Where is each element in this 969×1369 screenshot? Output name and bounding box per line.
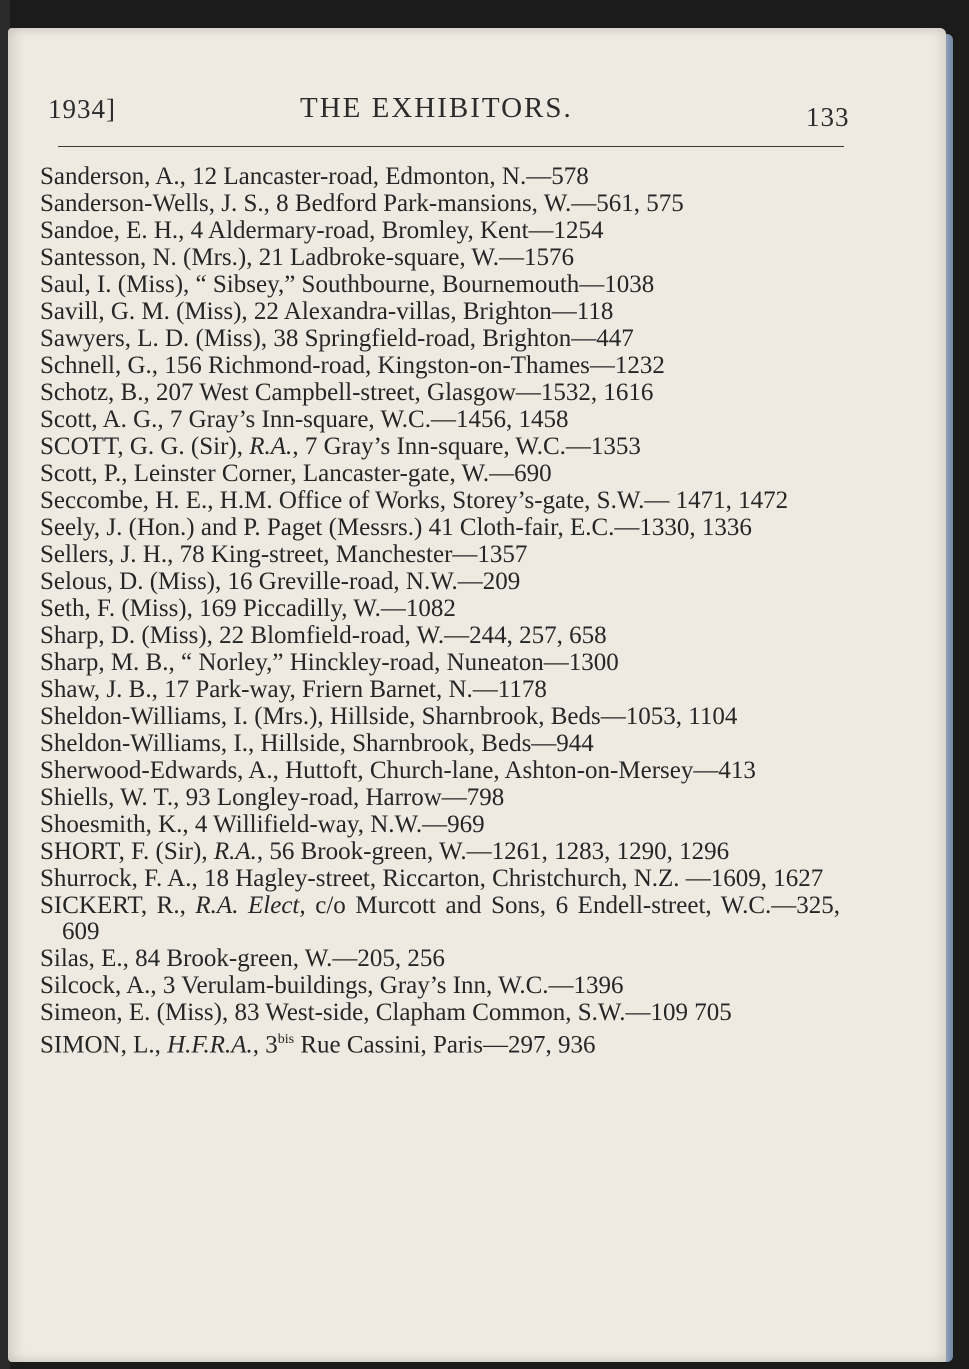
list-item: SHORT, F. (Sir), R.A., 56 Brook-green, W.—1261, 1283, 1290, 1296 (40, 838, 730, 865)
list-item: Schotz, B., 207 West Campbell-street, Glasgow—1532, 1616 (40, 379, 654, 406)
list-item: Sellers, J. H., 78 King-street, Manchester—1357 (40, 541, 528, 568)
list-item: Sanderson, A., 12 Lancaster-road, Edmonton, N.—578 (40, 163, 589, 190)
list-item: Shiells, W. T., 93 Longley-road, Harrow—798 (40, 784, 505, 811)
list-item: Seely, J. (Hon.) and P. Paget (Messrs.) 41 Cloth-fair, E.C.—1330, 1336 (40, 514, 752, 541)
list-item: Sharp, D. (Miss), 22 Blomfield-road, W.—244, 257, 658 (40, 622, 607, 649)
list-item: Shaw, J. B., 17 Park-way, Friern Barnet, N.—1178 (40, 676, 547, 703)
list-item: SICKERT, R., R.A. Elect, c/o Murcott and Sons, 6 Endell-street, W.C.—325, 609 (40, 892, 840, 945)
list-item: Selous, D. (Miss), 16 Greville-road, N.W.—209 (40, 568, 521, 595)
list-item: Seccombe, H. E., H.M. Office of Works, Storey’s-gate, S.W.— 1471, 1472 (40, 487, 789, 514)
list-item: Schnell, G., 156 Richmond-road, Kingston-on-Thames—1232 (40, 352, 665, 379)
list-item: Sanderson-Wells, J. S., 8 Bedford Park-mansions, W.—561, 575 (40, 190, 684, 217)
list-item: Silas, E., 84 Brook-green, W.—205, 256 (40, 945, 445, 972)
list-item: Sheldon-Williams, I., Hillside, Sharnbrook, Beds—944 (40, 730, 594, 757)
list-item: SCOTT, G. G. (Sir), R.A., 7 Gray’s Inn-square, W.C.—1353 (40, 433, 641, 460)
list-item: Silcock, A., 3 Verulam-buildings, Gray’s Inn, W.C.—1396 (40, 972, 624, 999)
list-item: Scott, P., Leinster Corner, Lancaster-gate, W.—690 (40, 460, 552, 487)
header-year: 1934] (48, 94, 116, 124)
exhibitor-list (40, 164, 840, 1059)
list-item: Santesson, N. (Mrs.), 21 Ladbroke-square, W.—1576 (40, 244, 574, 271)
list-item: Sheldon-Williams, I. (Mrs.), Hillside, Sharnbrook, Beds—1053, 1104 (40, 703, 738, 730)
list-item: Scott, A. G., 7 Gray’s Inn-square, W.C.—1456, 1458 (40, 406, 569, 433)
header-rule (58, 146, 844, 147)
list-item: SIMON, L., H.F.R.A., $3^{bis}$ Rue Cassini, Paris—297, 936 (40, 1031, 596, 1059)
list-item: Savill, G. M. (Miss), 22 Alexandra-villas, Brighton—118 (40, 298, 614, 325)
list-item: Seth, F. (Miss), 169 Piccadilly, W.—1082 (40, 595, 456, 622)
header-title: THE EXHIBITORS. (300, 92, 573, 124)
list-item: Sherwood-Edwards, A., Huttoft, Church-lane, Ashton-on-Mersey—413 (40, 757, 756, 784)
list-item: Shurrock, F. A., 18 Hagley-street, Riccarton, Christchurch, N.Z. —1609, 1627 (40, 865, 824, 892)
list-item: Sandoe, E. H., 4 Aldermary-road, Bromley, Kent—1254 (40, 217, 604, 244)
page-number: 133 (806, 102, 850, 132)
list-item: Simeon, E. (Miss), 83 West-side, Clapham Common, S.W.—109 705 (40, 999, 732, 1026)
list-item: Saul, I. (Miss), “ Sibsey,” Southbourne, Bournemouth—1038 (40, 271, 655, 298)
list-item: Sharp, M. B., “ Norley,” Hinckley-road, Nuneaton—1300 (40, 649, 619, 676)
list-item: Sawyers, L. D. (Miss), 38 Springfield-road, Brighton—447 (40, 325, 634, 352)
list-item: Shoesmith, K., 4 Willifield-way, N.W.—969 (40, 811, 485, 838)
running-header (48, 88, 850, 132)
